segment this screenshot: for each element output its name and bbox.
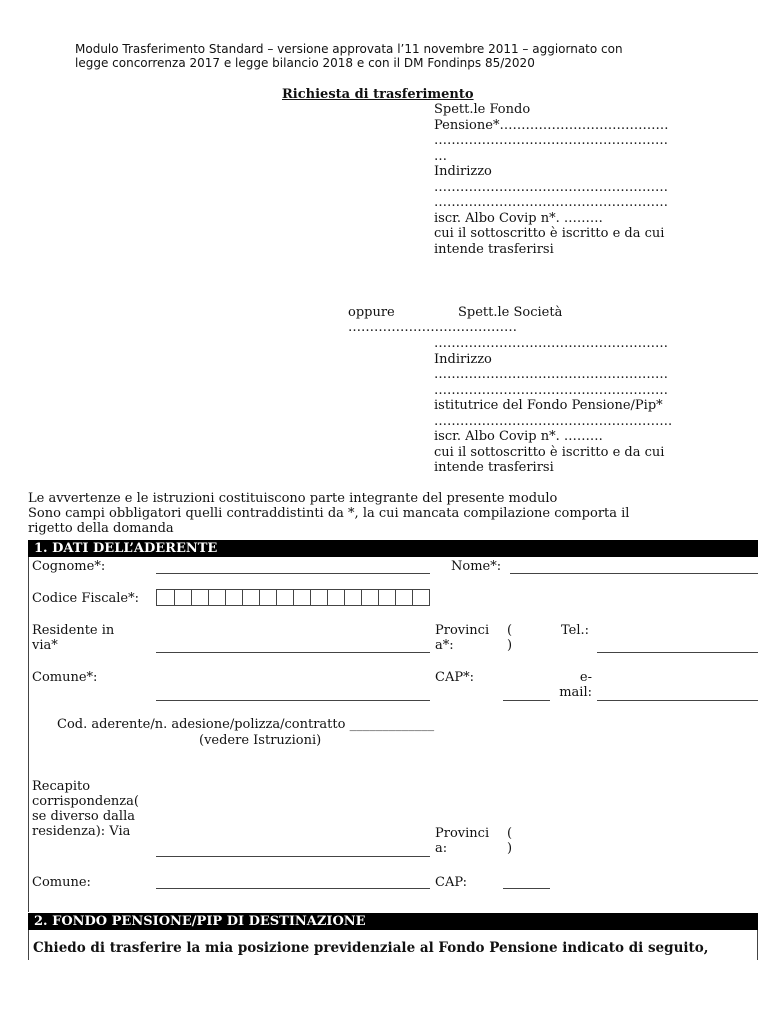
nome-field[interactable] xyxy=(510,573,758,574)
societa-title: Spett.le Società xyxy=(458,305,563,320)
header-line-2: legge concorrenza 2017 e legge bilancio 2018 e con il DM Fondinps 85/2020 xyxy=(75,56,535,70)
recapito-line3: se diverso dalla xyxy=(32,809,135,824)
residente-label-line2: via* xyxy=(32,638,58,653)
cod-aderente-note: (vedere Istruzioni) xyxy=(199,733,322,748)
form-border-left xyxy=(28,557,29,912)
cap2-field[interactable] xyxy=(503,888,550,889)
provincia2-label xyxy=(435,826,489,856)
fondo-line: intende trasferirsi xyxy=(434,241,554,257)
oppure-label: oppure xyxy=(348,305,395,320)
fondo-address-block xyxy=(434,102,668,257)
note-line-3: rigetto della domanda xyxy=(28,521,174,536)
cognome-field[interactable] xyxy=(156,573,430,574)
recapito-via-field[interactable] xyxy=(156,856,430,857)
fondo-line[interactable]: iscr. Albo Covip n*. ……… xyxy=(434,210,603,226)
comune2-field[interactable] xyxy=(156,888,430,889)
societa-line: cui il sottoscritto è iscritto e da cui xyxy=(434,444,665,460)
fondo-line[interactable]: ……………………………………………… xyxy=(434,179,668,195)
fondo-line[interactable]: … xyxy=(434,148,447,164)
email-label xyxy=(556,670,592,700)
societa-line[interactable]: ………………………………………………. xyxy=(434,413,673,429)
header-line-1: Modulo Trasferimento Standard – versione approvata l’11 novembre 2011 – aggiornato con xyxy=(75,42,623,56)
paren-open: ( xyxy=(507,826,513,841)
provincia2-label-line1: Provinci xyxy=(435,826,490,841)
societa-line[interactable]: ……………………………………………… xyxy=(434,367,668,382)
societa-address-block xyxy=(434,336,672,476)
comune-field[interactable] xyxy=(156,700,430,701)
section-2-heading: 2. FONDO PENSIONE/PIP DI DESTINAZIONE xyxy=(28,913,758,930)
instructions-notes xyxy=(28,491,629,536)
societa-line: intende trasferirsi xyxy=(434,460,554,475)
provincia-label xyxy=(435,623,489,653)
codice-fiscale-boxes[interactable] xyxy=(156,589,430,606)
residente-label-line1: Residente in xyxy=(32,623,115,638)
recapito-line1: Recapito xyxy=(32,779,91,794)
recapito-line4: residenza): Via xyxy=(32,824,131,839)
cap-label: CAP*: xyxy=(435,670,474,685)
provincia2-label-line2: a: xyxy=(435,841,448,856)
form-border-right-2 xyxy=(757,930,758,960)
residente-field[interactable] xyxy=(156,652,430,653)
section-1-heading: 1. DATI DELL’ADERENTE xyxy=(28,540,758,557)
document-header xyxy=(75,42,623,70)
note-line-1: Le avvertenze e le istruzioni costituiscono parte integrante del presente modulo xyxy=(28,491,558,506)
fondo-line[interactable]: ……………………………………………… xyxy=(434,195,668,210)
note-line-2: Sono campi obbligatori quelli contraddistinti da *, la cui mancata compilazione comporta il xyxy=(28,506,630,521)
tel-label: Tel.: xyxy=(561,623,590,638)
recapito-line2: corrispondenza( xyxy=(32,794,139,809)
provincia-field[interactable] xyxy=(507,623,512,653)
societa-line[interactable]: iscr. Albo Covip n*. ……… xyxy=(434,429,603,444)
codice-fiscale-label: Codice Fiscale*: xyxy=(32,591,139,606)
cap-field[interactable] xyxy=(503,700,550,701)
societa-dots[interactable]: ………………………………… xyxy=(348,320,517,335)
recapito-label xyxy=(32,779,139,839)
comune-label: Comune*: xyxy=(32,670,98,685)
societa-line[interactable]: ……………………………………………… xyxy=(434,336,668,351)
provincia-label-line1: Provinci xyxy=(435,623,490,638)
fondo-line[interactable]: ……………………………………………… xyxy=(434,133,668,148)
societa-line: istitutrice del Fondo Pensione/Pip* xyxy=(434,398,663,413)
nome-label: Nome*: xyxy=(451,559,502,574)
paren-open: ( xyxy=(507,623,513,638)
email-field[interactable] xyxy=(597,700,758,701)
provincia-label-line2: a*: xyxy=(435,638,454,653)
cognome-label: Cognome*: xyxy=(32,559,106,574)
fondo-line: Spett.le Fondo xyxy=(434,102,531,117)
paren-close: ) xyxy=(507,638,513,653)
societa-line: Indirizzo xyxy=(434,351,492,367)
email-label-line2: mail: xyxy=(559,685,592,700)
tel-field[interactable] xyxy=(597,652,758,653)
page-title: Richiesta di trasferimento xyxy=(282,87,474,102)
fondo-line: cui il sottoscritto è iscritto e da cui xyxy=(434,226,665,241)
cap2-label: CAP: xyxy=(435,875,467,890)
paren-close: ) xyxy=(507,841,513,856)
provincia2-field[interactable] xyxy=(507,826,512,856)
comune2-label: Comune: xyxy=(32,875,91,890)
cod-aderente-label[interactable]: Cod. aderente/n. adesione/polizza/contratto _____________ xyxy=(57,717,435,732)
email-label-line1: e- xyxy=(579,670,592,685)
fondo-line: Indirizzo xyxy=(434,164,492,179)
section-2-text: Chiedo di trasferire la mia posizione previdenziale al Fondo Pensione indicato di seguito, xyxy=(33,940,709,956)
form-border-left-2 xyxy=(28,930,29,960)
fondo-line[interactable]: Pensione*………………………………… xyxy=(434,117,669,133)
societa-line[interactable]: ……………………………………………… xyxy=(434,382,668,398)
residente-label xyxy=(32,623,114,653)
